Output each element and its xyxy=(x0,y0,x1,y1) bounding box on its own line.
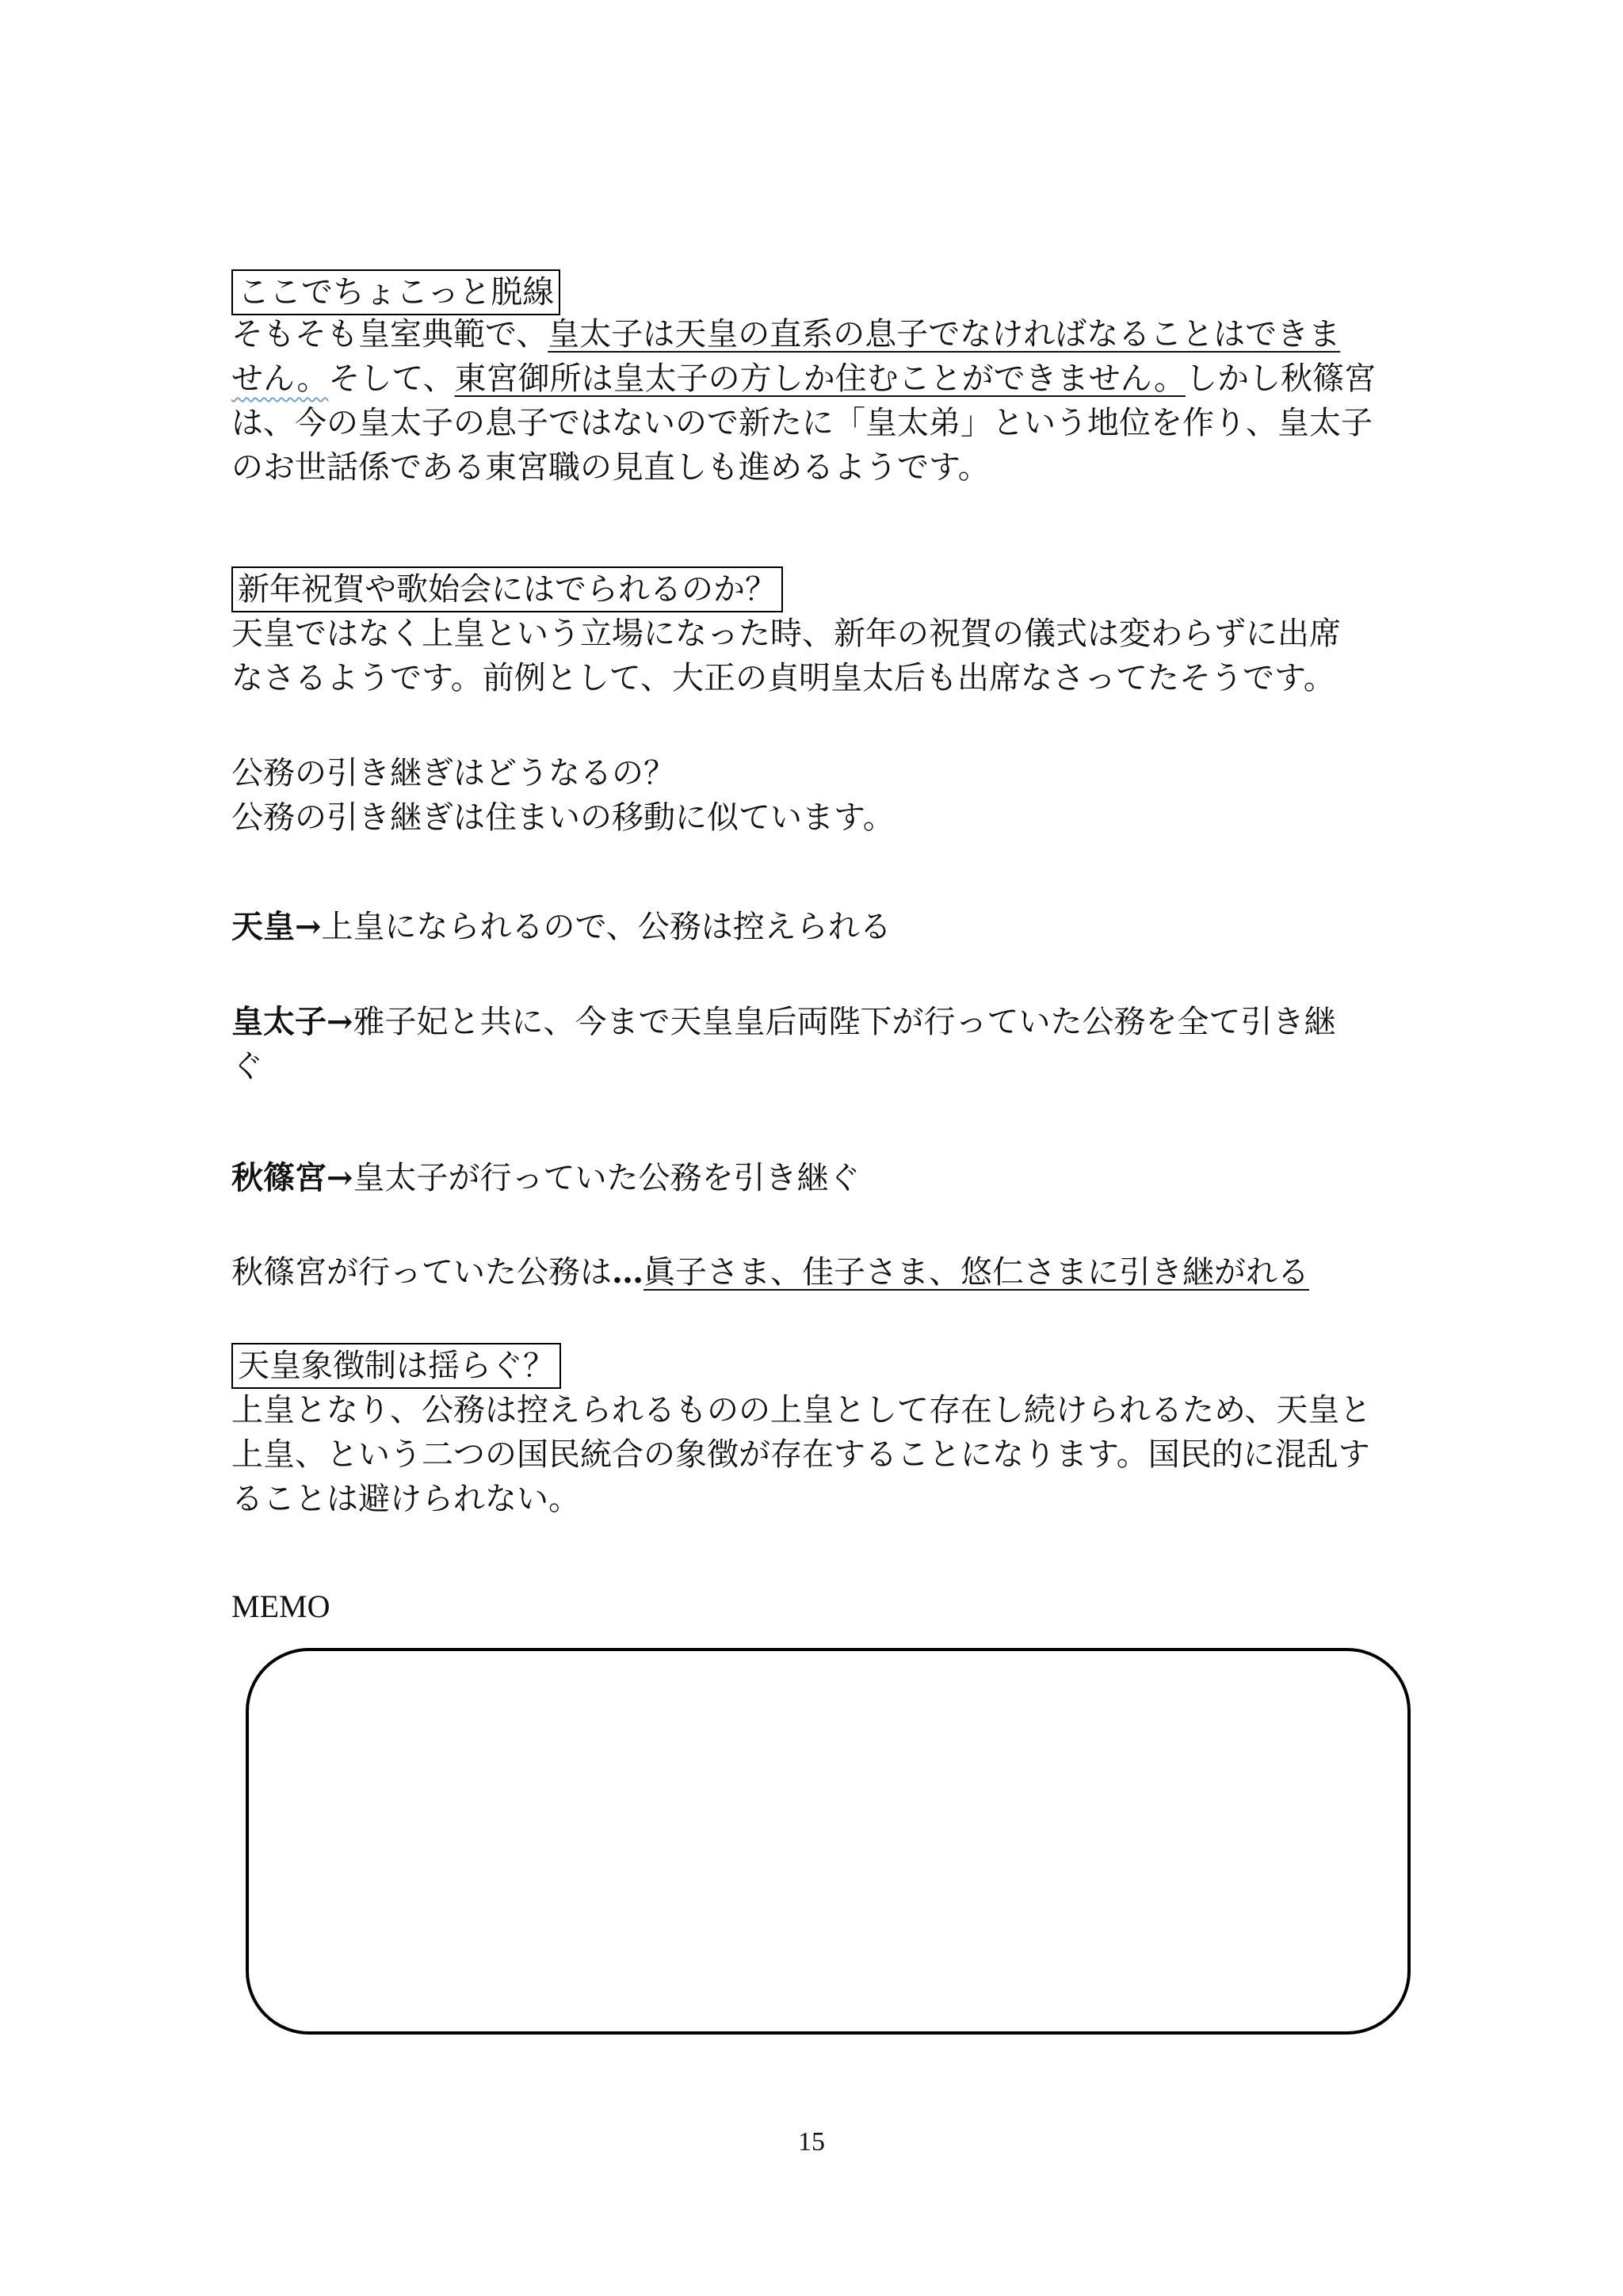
text-line xyxy=(231,312,1376,357)
paragraph-digression xyxy=(231,312,1376,490)
text-line: なさるようです。前例として、大正の貞明皇太后も出席なさってたそうです。 xyxy=(231,660,1335,696)
duty-item-text: 雅子妃と共に、今まで天皇皇后両陛下が行っていた公務を全て引き継 xyxy=(353,1004,1336,1040)
text-span: しかし秋篠宮 xyxy=(1186,360,1377,397)
duties-question: 公務の引き継ぎはどうなるの？ xyxy=(231,755,675,791)
duty-item-akishino-duties xyxy=(231,1250,1309,1295)
arrow-icon: → xyxy=(295,908,322,945)
memo-box[interactable] xyxy=(246,1648,1411,2035)
paragraph-symbol xyxy=(231,1388,1371,1521)
underlined-phrase: 東宮御所は皇太子の方しか住むことができません。 xyxy=(454,360,1186,397)
duty-item-label: 皇太子 xyxy=(231,1003,327,1040)
underlined-phrase: 皇太子は天皇の直系の息子でなければなることはできま xyxy=(548,316,1341,353)
memo-label: MEMO xyxy=(231,1589,330,1624)
text-line: 上皇となり、公務は控えられるものの上皇として存在し続けられるため、天皇と xyxy=(231,1392,1372,1428)
text-line: は、今の皇太子の息子ではないので新たに「皇太弟」という地位を作り、皇太子 xyxy=(231,405,1373,441)
page-number: 15 xyxy=(798,2127,825,2157)
text-span: そして、 xyxy=(328,360,455,397)
duty-item-crown-prince xyxy=(231,1000,1336,1089)
duty-item-text: 上皇になられるので、公務は控えられる xyxy=(321,909,892,945)
arrow-icon: → xyxy=(327,1003,353,1040)
heading-digression: ここでちょこっと脱線 xyxy=(231,269,560,315)
duty-item-label: 天皇 xyxy=(231,908,295,945)
duty-item-akishino xyxy=(231,1156,861,1200)
duties-question-block xyxy=(231,751,895,840)
text-line: ることは避けられない。 xyxy=(231,1481,580,1517)
text-line xyxy=(231,1000,1336,1044)
text-line xyxy=(231,357,1376,401)
ellipsis: … xyxy=(612,1253,643,1291)
duty-item-text: 皇太子が行っていた公務を引き継ぐ xyxy=(353,1160,861,1196)
underlined-phrase: せん。 xyxy=(231,360,329,397)
duty-item-emperor xyxy=(231,905,892,949)
text-line: 上皇、という二つの国民統合の象徴が存在することになります。国民的に混乱す xyxy=(231,1436,1370,1473)
text-line: ぐ xyxy=(231,1048,263,1085)
heading-symbol: 天皇象徴制は揺らぐ？ xyxy=(231,1343,561,1389)
arrow-icon: → xyxy=(327,1159,353,1196)
duty-item-label: 秋篠宮 xyxy=(231,1159,327,1196)
text-line: のお世話係である東宮職の見直しも進めるようです。 xyxy=(231,449,990,486)
duties-answer: 公務の引き継ぎは住まいの移動に似ています。 xyxy=(231,799,895,836)
text-span: そもそも皇室典範で、 xyxy=(231,316,548,353)
heading-new-year: 新年祝賀や歌始会にはでられるのか？ xyxy=(231,566,783,612)
paragraph-new-year xyxy=(231,612,1341,700)
text-span: 秋篠宮が行っていた公務は xyxy=(231,1254,612,1291)
underlined-phrase: 眞子さま、佳子さま、悠仁さまに引き継がれる xyxy=(643,1254,1309,1291)
text-line: 天皇ではなく上皇という立場になった時、新年の祝賀の儀式は変わらずに出席 xyxy=(231,616,1341,652)
